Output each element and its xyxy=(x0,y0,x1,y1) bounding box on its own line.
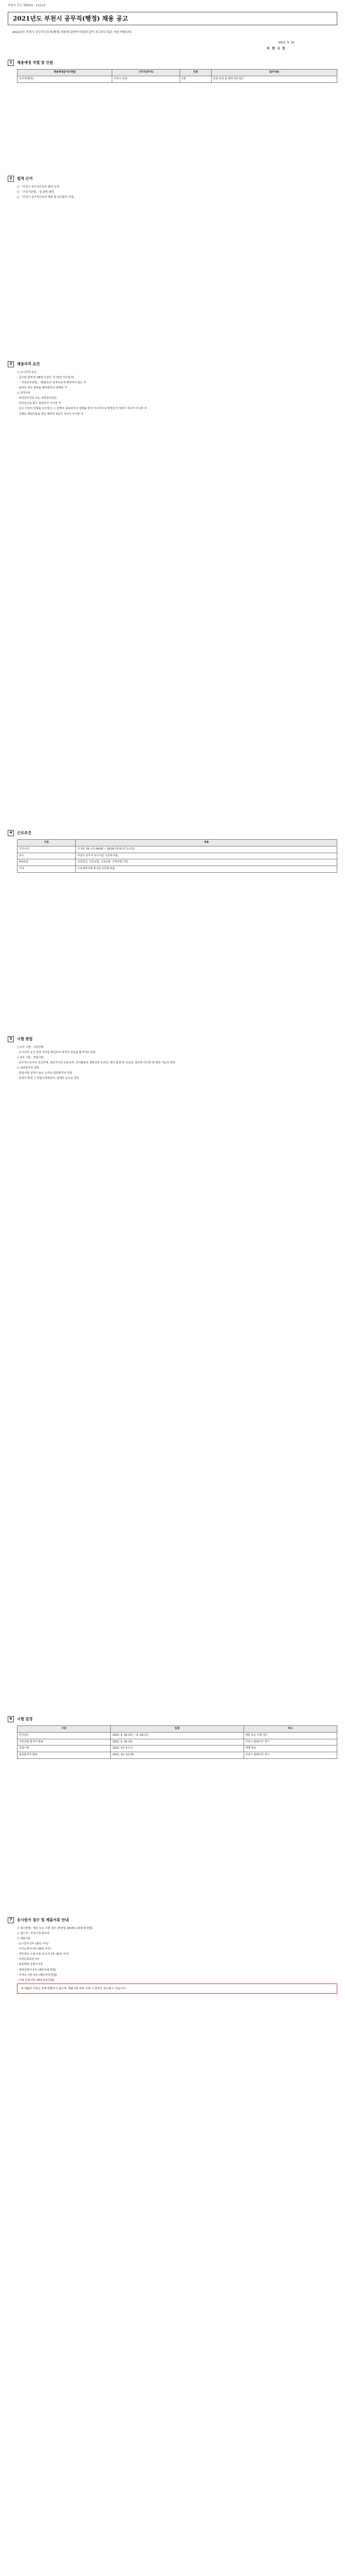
text-line: - 「지방공무원법」 제31조의 결격사유에 해당하지 않는 자 xyxy=(17,381,86,385)
section-body xyxy=(8,370,337,416)
text-line: - 가점 증빙서류 (해당자에 한함) xyxy=(17,1978,55,1982)
table-cell: 근로계약서에 명시된 조건에 따름 xyxy=(76,866,337,873)
table-header-cell: 인원 xyxy=(180,70,211,76)
table-header-cell: 채용예정분야(직렬) xyxy=(18,70,112,76)
table-cell: 서류전형 합격자 발표 xyxy=(18,1739,111,1745)
table-cell: 4대보험 xyxy=(18,859,76,866)
table-header-cell: 근무지(부서) xyxy=(112,70,180,76)
text-line: ○ 「근로기준법」 및 관련 법령 xyxy=(17,191,54,194)
section-table xyxy=(17,69,337,83)
section-title: 시험 방법 xyxy=(17,1036,33,1041)
section-number: 2 xyxy=(8,176,14,182)
table-row xyxy=(18,1739,337,1745)
table-cell: 보수 xyxy=(18,853,76,859)
section-table xyxy=(17,839,337,873)
section-body xyxy=(8,839,337,873)
section-3 xyxy=(8,361,337,417)
table-row xyxy=(18,866,337,873)
section-number: 6 xyxy=(8,1716,14,1722)
table-row xyxy=(18,859,337,866)
table-header-cell: 구분 xyxy=(18,1726,111,1733)
section-7 xyxy=(8,1917,337,1994)
table-cell: 2021. 10. 6.(수) xyxy=(111,1745,244,1752)
table-cell: 면접시험 xyxy=(18,1745,111,1752)
text-line: - 개인정보 수집·이용 동의서 1부 (붙임 서식) xyxy=(17,1953,69,1956)
section-title: 채용예정 직렬 및 인원 xyxy=(17,60,53,65)
text-line: - 금고 이상의 실형을 선고받고 그 집행이 종료되거나 집행을 받지 아니하기로 확정된 후 5년이 지나지 아니한 자 xyxy=(17,407,147,411)
notice-date: 2021. 9. 10. xyxy=(278,41,296,44)
text-line: ○ 접수처 : 부천시청 총무과 xyxy=(17,1932,49,1936)
table-row xyxy=(18,1745,337,1752)
text-line: - 주민등록초본 1부 xyxy=(17,1958,40,1961)
table-header-cell: 비고 xyxy=(244,1726,337,1733)
section-header xyxy=(8,829,337,836)
table-cell: 최종합격자 발표 xyxy=(18,1752,111,1759)
section-6 xyxy=(8,1716,337,1759)
table-cell: 부천시 공무직 보수지급 기준에 따름 xyxy=(76,853,337,859)
section-title: 채용자격 요건 xyxy=(17,361,40,366)
section-header xyxy=(8,1036,337,1042)
section-body xyxy=(8,185,337,199)
text-line: - 피성년후견인 또는 피한정후견인 xyxy=(17,397,57,400)
section-table xyxy=(17,1725,337,1759)
table-cell: 2021. 10. 12.(화) xyxy=(111,1752,244,1759)
notice-box: ※ 제출된 서류는 일체 반환하지 않으며, 제출서류 허위 기재 시 합격이 취소될 수 있습니다. xyxy=(17,1984,337,1994)
section-header xyxy=(8,361,337,367)
section-number: 3 xyxy=(8,361,14,367)
text-line: - 응시자격 요건 적격 여부를 확인하여 적격자 전원을 합격자로 결정 xyxy=(17,1051,96,1055)
table-cell: 기타 xyxy=(18,866,76,873)
text-line: - 응시원서 1부 (붙임 서식) xyxy=(17,1942,48,1946)
text-line: ○ 응시자격 요건 xyxy=(17,371,37,374)
intro-text: 2021년도 부천시 공무직근로자(행정) 채용에 관하여 다음과 같이 공고하니 많은 지원 바랍니다. xyxy=(12,31,132,34)
table-row xyxy=(18,846,337,853)
text-line: - 자기소개서 1부 (붙임 서식) xyxy=(17,1947,51,1951)
section-title: 법적 근거 xyxy=(17,176,33,181)
section-number: 4 xyxy=(8,830,14,836)
section-body xyxy=(8,1045,337,1080)
page-title: 2021년도 부천시 공무직(행정) 채용 공고 xyxy=(8,12,337,25)
text-line: - 징계로 해임처분을 받은 때부터 3년이 지나지 아니한 자 xyxy=(17,412,83,416)
section-body xyxy=(8,1725,337,1759)
text-line: - 파산선고를 받고 복권되지 아니한 자 xyxy=(17,402,61,405)
table-cell: 부천시 본청 xyxy=(112,76,180,82)
section-header xyxy=(8,1716,337,1722)
section-header xyxy=(8,59,337,66)
text-line: ○ 「부천시 공무직근로자 관리 규정」 xyxy=(17,185,62,189)
table-header-cell: 구분 xyxy=(18,840,76,846)
section-title: 근로조건 xyxy=(17,830,31,835)
text-line: - 공고일 현재 만 18세 이상인 자 (정년 미도달자) xyxy=(17,376,74,380)
section-2 xyxy=(8,175,337,200)
text-line: ○ 접수방법 : 방문 또는 우편 접수 (마감일 18:00 도착분에 한함) xyxy=(17,1927,93,1930)
table-cell: 공무직(행정) xyxy=(18,76,112,82)
text-line: - 면접시험 성적이 높은 순서로 최종합격자 결정 xyxy=(17,1072,72,1075)
document-number: 부천시 공고 제2021 - 1111호 xyxy=(8,4,46,7)
issuer: 부 천 시 장 xyxy=(267,47,286,50)
section-title: 시험 일정 xyxy=(17,1716,33,1721)
section-header xyxy=(8,1917,337,1923)
section-number: 1 xyxy=(8,60,14,66)
text-line: - 공무직으로서의 정신자세, 전문지식과 응용능력, 의사발표의 정확성과 논리성, 예의·품행 및 성실성, 창의력·의지력 및 발전 가능성 평정 xyxy=(17,1061,176,1065)
table-row xyxy=(18,853,337,859)
table-row xyxy=(18,1732,337,1739)
section-body xyxy=(8,69,337,83)
table-cell: 1명 xyxy=(180,76,211,82)
table-cell: 민원 안내 및 행정지원 업무 xyxy=(211,76,337,82)
text-line: - 경력증명서 1부 (해당자에 한함) xyxy=(17,1968,56,1972)
section-4 xyxy=(8,829,337,873)
table-row xyxy=(18,76,337,82)
table-header-cell: 일정 xyxy=(111,1726,244,1733)
table-row xyxy=(18,1752,337,1759)
text-line: ○ 결격사유 xyxy=(17,392,31,395)
text-line: - 최종학력 증명서 1부 xyxy=(17,1963,43,1967)
table-cell: 국민연금, 건강보험, 고용보험, 산재보험 가입 xyxy=(76,859,337,866)
table-cell: 부천시 홈페이지 게시 xyxy=(244,1739,337,1745)
section-header xyxy=(8,175,337,182)
text-line: ○ 제출서류 xyxy=(17,1937,31,1941)
section-number: 5 xyxy=(8,1036,14,1042)
table-cell: 2021. 9. 16.(목) ~ 9. 24.(금) xyxy=(111,1732,244,1739)
text-line: - 자격증 사본 1부 (해당자에 한함) xyxy=(17,1973,57,1977)
section-1 xyxy=(8,59,337,83)
table-cell: 원서접수 xyxy=(18,1732,111,1739)
text-line: ○ 「부천시 공무직근로자 채용 및 인사관리 지침」 xyxy=(17,196,76,199)
section-title: 응시원서 접수 및 제출서류 안내 xyxy=(17,1917,69,1922)
table-header-cell: 내용 xyxy=(76,840,337,846)
section-5 xyxy=(8,1036,337,1081)
table-cell: 2021. 9. 30.(목) xyxy=(111,1739,244,1745)
text-line: - 동점자 발생 시 취업지원대상자, 장애인 순으로 결정 xyxy=(17,1077,79,1080)
text-line: - 남자의 경우 병역을 필하였거나 면제된 자 xyxy=(17,386,67,390)
table-cell: 주 5일 (월~금) 09:00 ~ 18:00 (휴게시간 1시간) xyxy=(76,846,337,853)
section-number: 7 xyxy=(8,1917,14,1923)
section-body xyxy=(8,1926,337,1994)
table-cell: 방문 또는 우편 접수 xyxy=(244,1732,337,1739)
text-line: ○ 2차 시험 : 면접시험 xyxy=(17,1056,44,1060)
table-cell: 개별 통보 xyxy=(244,1745,337,1752)
text-line: ○ 1차 시험 : 서류전형 xyxy=(17,1046,44,1049)
table-cell: 근무시간 xyxy=(18,846,76,853)
table-header-cell: 업무내용 xyxy=(211,70,337,76)
table-cell: 부천시 홈페이지 게시 xyxy=(244,1752,337,1759)
text-line: ○ 최종합격자 결정 xyxy=(17,1066,39,1070)
